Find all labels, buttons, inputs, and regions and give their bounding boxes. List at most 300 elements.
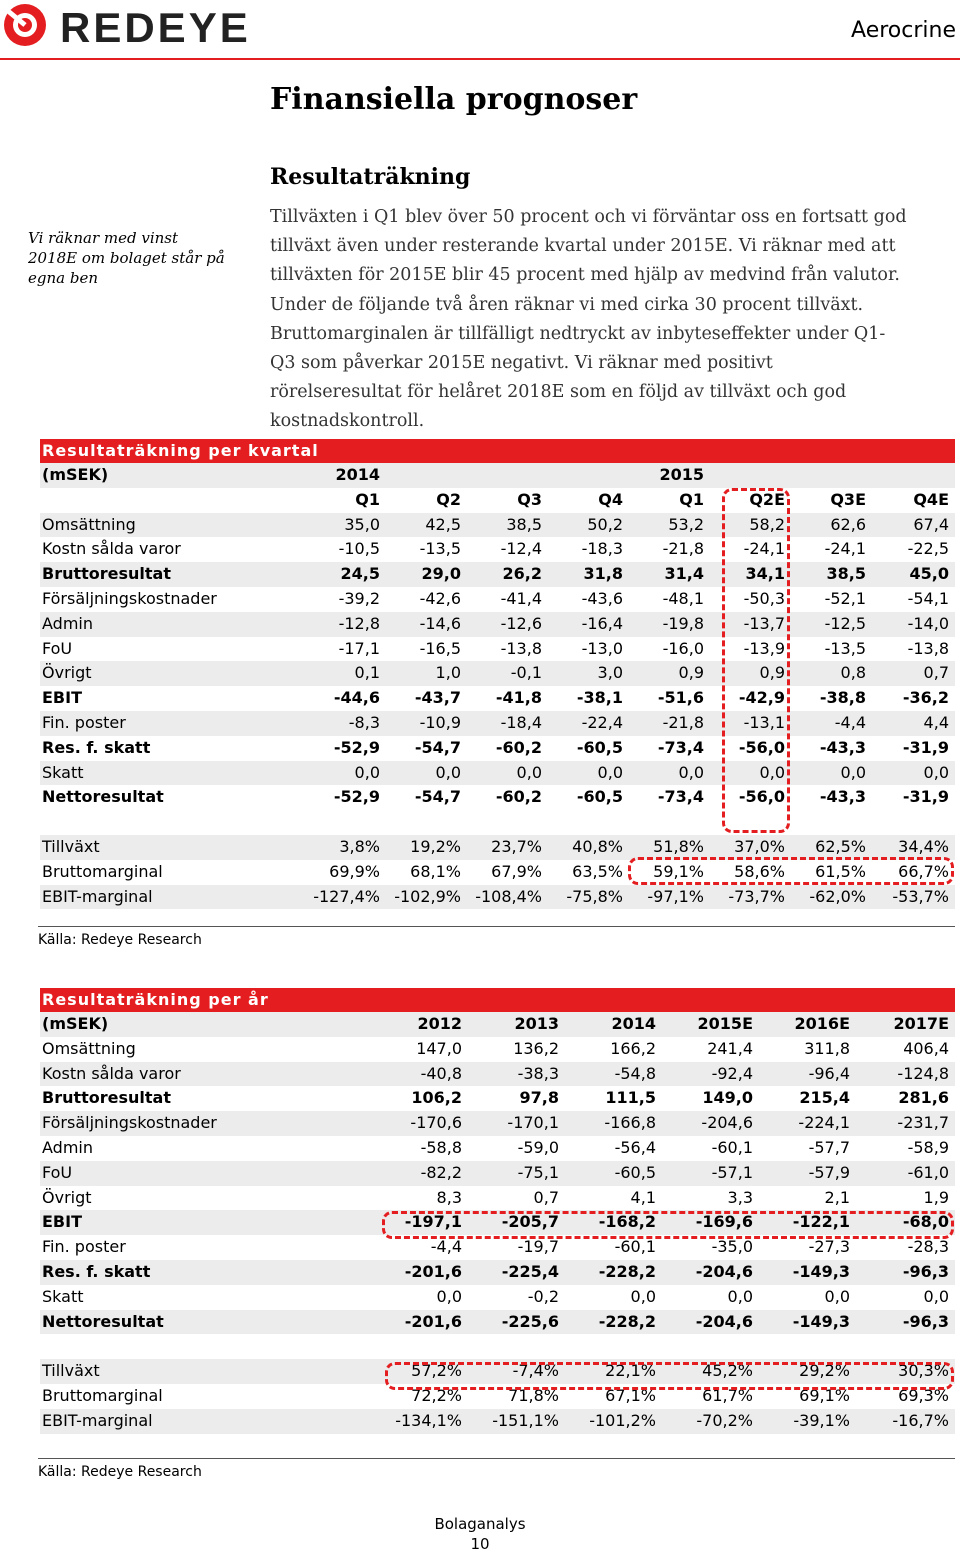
cell: 57,2% <box>411 1361 462 1381</box>
column-header: 2012 <box>417 1014 462 1033</box>
cell: -43,6 <box>581 588 623 608</box>
cell: -16,5 <box>419 638 461 658</box>
row-label: Nettoresultat <box>42 787 164 807</box>
cell: 0,0 <box>727 1286 753 1306</box>
cell: -12,4 <box>500 539 542 559</box>
cell: -170,1 <box>507 1113 559 1133</box>
cell: 30,3% <box>898 1361 949 1381</box>
cell: -17,1 <box>338 638 380 658</box>
cell: 38,5 <box>506 514 542 534</box>
cell: -57,1 <box>711 1162 753 1182</box>
cell: 35,0 <box>344 514 380 534</box>
cell: -224,1 <box>798 1113 850 1133</box>
cell: 0,9 <box>678 663 704 683</box>
cell: -75,1 <box>517 1162 559 1182</box>
quarterly-header-row <box>40 488 955 513</box>
cell: -60,2 <box>495 787 542 807</box>
cell: 19,2% <box>410 836 461 856</box>
row-label: Övrigt <box>42 1187 92 1207</box>
cell: -225,6 <box>501 1311 559 1331</box>
row-label: Omsättning <box>42 514 136 534</box>
cell: 241,4 <box>707 1038 753 1058</box>
intro-paragraph: Tillväxten i Q1 blev över 50 procent och vi förväntar oss en fortsatt god tillväxt även under resterande kvartal under 2015E. Vi räknar med att tillväxten för 2015E blir 45 procent med hjälp av medvind från valutor. Under de följande två åren räknar vi med cirka 30 procent tillväxt. Bruttomarginalen är tillfälligt nedtryckt av inbyteseffekter under Q1-Q3 som påverkar 2015E negativt. Vi räknar med positivt rörelseresultat för helåret 2018E som en följd av tillväxt och god kostnadskontroll. <box>270 207 907 432</box>
annual-header-row <box>40 1012 955 1037</box>
column-header: Q4E <box>913 489 949 509</box>
cell: 62,5% <box>815 836 866 856</box>
row-label: Omsättning <box>42 1038 136 1058</box>
highlight-ebit-row <box>382 1211 954 1239</box>
cell: -10,9 <box>419 712 461 732</box>
cell: -41,4 <box>500 588 542 608</box>
cell: 62,6 <box>830 514 866 534</box>
cell: 71,8% <box>508 1385 559 1405</box>
cell: -225,4 <box>501 1261 559 1281</box>
table-row <box>40 587 955 612</box>
cell: 0,0 <box>923 1286 949 1306</box>
cell: -19,7 <box>517 1237 559 1257</box>
cell: 34,4% <box>898 836 949 856</box>
table-row <box>40 612 955 637</box>
row-label: Övrigt <box>42 663 92 683</box>
table-row <box>40 1161 955 1186</box>
cell: -13,5 <box>824 638 866 658</box>
cell: 0,0 <box>354 762 380 782</box>
cell: 2,1 <box>824 1187 850 1207</box>
cell: -16,4 <box>581 613 623 633</box>
cell: -68,0 <box>902 1212 949 1232</box>
cell: -96,3 <box>902 1261 949 1281</box>
cell: 4,4 <box>923 712 949 732</box>
company-name: Aerocrine <box>851 18 956 43</box>
row-label: Skatt <box>42 762 84 782</box>
cell: -13,5 <box>419 539 461 559</box>
cell: -50,3 <box>743 588 785 608</box>
cell: -149,3 <box>792 1311 850 1331</box>
cell: 0,0 <box>597 762 623 782</box>
cell: 34,1 <box>745 564 785 584</box>
cell: -54,7 <box>414 737 461 757</box>
column-header: 2015E <box>697 1014 753 1033</box>
cell: -35,0 <box>711 1237 753 1257</box>
table-row <box>40 562 955 587</box>
cell: 0,0 <box>824 1286 850 1306</box>
cell: 53,2 <box>668 514 704 534</box>
cell: 37,0% <box>734 836 785 856</box>
cell: -12,8 <box>338 613 380 633</box>
cell: -151,1% <box>492 1410 559 1430</box>
row-label: Försäljningskostnader <box>42 1113 217 1133</box>
cell: -124,8 <box>897 1063 949 1083</box>
cell: -204,6 <box>695 1261 753 1281</box>
cell: -228,2 <box>598 1261 656 1281</box>
cell: -52,9 <box>333 737 380 757</box>
cell: -7,4% <box>512 1361 559 1381</box>
cell: 26,2 <box>502 564 542 584</box>
column-header: Q4 <box>598 489 623 509</box>
spacer <box>40 1334 955 1359</box>
page-title: Finansiella prognoser <box>270 82 638 117</box>
cell: -122,1 <box>792 1212 850 1232</box>
cell: 69,3% <box>898 1385 949 1405</box>
cell: -108,4% <box>475 886 542 906</box>
cell: -22,4 <box>581 712 623 732</box>
cell: 72,2% <box>411 1385 462 1405</box>
cell: 166,2 <box>610 1038 656 1058</box>
header-divider <box>0 58 960 60</box>
cell: -41,8 <box>495 688 542 708</box>
cell: 61,5% <box>815 861 866 881</box>
cell: -0,1 <box>510 663 542 683</box>
row-label: Nettoresultat <box>42 1311 164 1331</box>
cell: 66,7% <box>898 861 949 881</box>
cell: 51,8% <box>653 836 704 856</box>
cell: -12,6 <box>500 613 542 633</box>
cell: -61,0 <box>907 1162 949 1182</box>
annual-table-title: Resultaträkning per år <box>40 988 955 1012</box>
cell: -31,9 <box>902 737 949 757</box>
cell: 281,6 <box>898 1088 949 1108</box>
cell: -14,0 <box>907 613 949 633</box>
cell: -92,4 <box>711 1063 753 1083</box>
highlight-bruttomarginal-row <box>628 857 954 885</box>
table-row <box>40 785 955 810</box>
row-label: Kostn sålda varor <box>42 539 181 559</box>
cell: -22,5 <box>907 539 949 559</box>
cell: -19,8 <box>662 613 704 633</box>
cell: 136,2 <box>513 1038 559 1058</box>
cell: 31,4 <box>664 564 704 584</box>
cell: -52,9 <box>333 787 380 807</box>
cell: 0,7 <box>923 663 949 683</box>
section-title: Resultaträkning <box>270 164 471 190</box>
table-row <box>40 1186 955 1211</box>
cell: 0,0 <box>435 762 461 782</box>
cell: -48,1 <box>662 588 704 608</box>
cell: 0,0 <box>678 762 704 782</box>
cell: -21,8 <box>662 712 704 732</box>
cell: 97,8 <box>519 1088 559 1108</box>
sidenote: Vi räknar med vinst 2018E om bolaget står på egna ben <box>28 229 225 287</box>
cell: -36,2 <box>902 688 949 708</box>
cell: -60,5 <box>614 1162 656 1182</box>
cell: 24,5 <box>340 564 380 584</box>
quarterly-table <box>40 439 955 909</box>
cell: 0,0 <box>630 1286 656 1306</box>
cell: -18,3 <box>581 539 623 559</box>
column-header: Q1 <box>679 489 704 509</box>
row-label: Res. f. skatt <box>42 1261 151 1281</box>
table-row <box>40 1086 955 1111</box>
cell: 50,2 <box>587 514 623 534</box>
cell: -204,6 <box>695 1311 753 1331</box>
cell: -60,1 <box>614 1237 656 1257</box>
cell: 45,2% <box>702 1361 753 1381</box>
cell: -169,6 <box>695 1212 753 1232</box>
cell: 38,5 <box>826 564 866 584</box>
cell: -43,3 <box>819 787 866 807</box>
cell: -168,2 <box>598 1212 656 1232</box>
cell: -101,2% <box>589 1410 656 1430</box>
table-row <box>40 1285 955 1310</box>
cell: -70,2% <box>696 1410 753 1430</box>
cell: 149,0 <box>702 1088 753 1108</box>
cell: 406,4 <box>903 1038 949 1058</box>
cell: -75,8% <box>566 886 623 906</box>
cell: -56,0 <box>738 787 785 807</box>
cell: 58,6% <box>734 861 785 881</box>
year-2015-label: 2015 <box>659 465 704 484</box>
cell: 0,0 <box>516 762 542 782</box>
cell: -57,7 <box>808 1137 850 1157</box>
cell: 40,8% <box>572 836 623 856</box>
column-header: 2016E <box>794 1014 850 1033</box>
cell: -59,0 <box>517 1137 559 1157</box>
year-2014-label: 2014 <box>335 465 380 484</box>
row-label: Res. f. skatt <box>42 737 151 757</box>
row-label: EBIT-marginal <box>42 1410 153 1430</box>
cell: -43,3 <box>819 737 866 757</box>
cell: 63,5% <box>572 861 623 881</box>
cell: 0,0 <box>436 1286 462 1306</box>
cell: -166,8 <box>604 1113 656 1133</box>
cell: 8,3 <box>436 1187 462 1207</box>
cell: -73,4 <box>657 737 704 757</box>
table-row <box>40 661 955 686</box>
cell: -96,3 <box>902 1311 949 1331</box>
quarterly-source: Källa: Redeye Research <box>38 932 202 948</box>
highlight-q2e-column <box>722 488 790 833</box>
cell: 215,4 <box>799 1088 850 1108</box>
row-label: Bruttoresultat <box>42 1088 171 1108</box>
table-row <box>40 736 955 761</box>
column-header: 2014 <box>611 1014 656 1033</box>
cell: -60,2 <box>495 737 542 757</box>
cell: 29,0 <box>421 564 461 584</box>
cell: -53,7% <box>892 886 949 906</box>
cell: -13,9 <box>743 638 785 658</box>
cell: 0,1 <box>354 663 380 683</box>
table-row <box>40 1037 955 1062</box>
cell: -16,7% <box>892 1410 949 1430</box>
cell: -12,5 <box>824 613 866 633</box>
row-label: Bruttomarginal <box>42 861 163 881</box>
cell: -73,4 <box>657 787 704 807</box>
cell: -10,5 <box>338 539 380 559</box>
cell: -58,8 <box>420 1137 462 1157</box>
cell: 0,0 <box>923 762 949 782</box>
table-row <box>40 513 955 538</box>
row-label: FoU <box>42 1162 73 1182</box>
row-label: EBIT <box>42 1212 82 1232</box>
cell: -57,9 <box>808 1162 850 1182</box>
cell: -31,9 <box>902 787 949 807</box>
spacer <box>40 810 955 835</box>
cell: 106,2 <box>411 1088 462 1108</box>
cell: -38,1 <box>576 688 623 708</box>
cell: -149,3 <box>792 1261 850 1281</box>
table-row <box>40 1062 955 1087</box>
footer-label: Bolaganalys <box>434 1515 526 1533</box>
cell: -96,4 <box>808 1063 850 1083</box>
column-header: Q3E <box>830 489 866 509</box>
ratio-row <box>40 885 955 910</box>
cell: -201,6 <box>404 1311 462 1331</box>
cell: -201,6 <box>404 1261 462 1281</box>
cell: 0,7 <box>533 1187 559 1207</box>
cell: 29,2% <box>799 1361 850 1381</box>
cell: -127,4% <box>313 886 380 906</box>
annual-source-rule <box>38 1458 955 1459</box>
unit-label: (mSEK) <box>42 1014 109 1033</box>
cell: -54,1 <box>907 588 949 608</box>
row-label: Fin. poster <box>42 1237 126 1257</box>
cell: 0,9 <box>759 663 785 683</box>
cell: -14,6 <box>419 613 461 633</box>
cell: -16,0 <box>662 638 704 658</box>
row-label: EBIT <box>42 688 82 708</box>
cell: -44,6 <box>333 688 380 708</box>
table-row <box>40 1310 955 1335</box>
redeye-logo <box>2 2 272 48</box>
row-label: Fin. poster <box>42 712 126 732</box>
cell: -43,7 <box>414 688 461 708</box>
cell: -102,9% <box>394 886 461 906</box>
page-number: 10 <box>470 1535 490 1553</box>
ratio-row <box>40 1409 955 1434</box>
cell: 0,0 <box>840 762 866 782</box>
table-row <box>40 637 955 662</box>
cell: -58,9 <box>907 1137 949 1157</box>
cell: -82,2 <box>420 1162 462 1182</box>
cell: 23,7% <box>491 836 542 856</box>
cell: -0,2 <box>527 1286 559 1306</box>
row-label: Försäljningskostnader <box>42 588 217 608</box>
column-header: Q1 <box>355 489 380 509</box>
cell: -56,0 <box>738 737 785 757</box>
table-row <box>40 537 955 562</box>
cell: -21,8 <box>662 539 704 559</box>
cell: -54,8 <box>614 1063 656 1083</box>
cell: -73,7% <box>728 886 785 906</box>
cell: 31,8 <box>583 564 623 584</box>
cell: -13,1 <box>743 712 785 732</box>
table-row <box>40 761 955 786</box>
table-row <box>40 1136 955 1161</box>
cell: -228,2 <box>598 1311 656 1331</box>
table-row <box>40 1111 955 1136</box>
cell: -27,3 <box>808 1237 850 1257</box>
cell: -13,7 <box>743 613 785 633</box>
cell: -204,6 <box>701 1113 753 1133</box>
row-label: FoU <box>42 638 73 658</box>
cell: -13,8 <box>500 638 542 658</box>
cell: -60,5 <box>576 737 623 757</box>
cell: -4,4 <box>834 712 866 732</box>
cell: 3,0 <box>597 663 623 683</box>
unit-label: (mSEK) <box>42 465 109 484</box>
cell: -24,1 <box>824 539 866 559</box>
cell: -24,1 <box>743 539 785 559</box>
table-row <box>40 686 955 711</box>
footer <box>0 1514 960 1553</box>
annual-source: Källa: Redeye Research <box>38 1464 202 1480</box>
cell: 3,8% <box>339 836 380 856</box>
cell: 42,5 <box>425 514 461 534</box>
cell: 67,9% <box>491 861 542 881</box>
cell: 1,0 <box>435 663 461 683</box>
cell: -38,8 <box>819 688 866 708</box>
row-label: EBIT-marginal <box>42 886 153 906</box>
cell: -205,7 <box>501 1212 559 1232</box>
table-row <box>40 1260 955 1285</box>
cell: -51,6 <box>657 688 704 708</box>
row-label: Bruttomarginal <box>42 1385 163 1405</box>
cell: 111,5 <box>605 1088 656 1108</box>
cell: -54,7 <box>414 787 461 807</box>
cell: 69,1% <box>799 1385 850 1405</box>
cell: 61,7% <box>702 1385 753 1405</box>
cell: -197,1 <box>404 1212 462 1232</box>
cell: 22,1% <box>605 1361 656 1381</box>
cell: 147,0 <box>416 1038 462 1058</box>
cell: -134,1% <box>395 1410 462 1430</box>
cell: -97,1% <box>647 886 704 906</box>
cell: -60,5 <box>576 787 623 807</box>
cell: -4,4 <box>430 1237 462 1257</box>
cell: 68,1% <box>410 861 461 881</box>
cell: -62,0% <box>809 886 866 906</box>
cell: 67,1% <box>605 1385 656 1405</box>
cell: -56,4 <box>614 1137 656 1157</box>
cell: 0,8 <box>840 663 866 683</box>
cell: -42,6 <box>419 588 461 608</box>
row-label: Admin <box>42 1137 93 1157</box>
cell: 58,2 <box>749 514 785 534</box>
column-header: Q2E <box>749 489 785 509</box>
column-header: Q2 <box>436 489 461 509</box>
cell: -28,3 <box>907 1237 949 1257</box>
highlight-tillvaxt-row <box>385 1362 954 1390</box>
column-header: Q3 <box>517 489 542 509</box>
quarterly-year-row <box>40 463 955 488</box>
row-label: Tillväxt <box>42 1361 100 1381</box>
cell: -13,8 <box>907 638 949 658</box>
column-header: 2017E <box>893 1014 949 1033</box>
cell: -18,4 <box>500 712 542 732</box>
cell: 69,9% <box>329 861 380 881</box>
cell: -52,1 <box>824 588 866 608</box>
table-row <box>40 711 955 736</box>
cell: -8,3 <box>348 712 380 732</box>
cell: -170,6 <box>410 1113 462 1133</box>
cell: 311,8 <box>804 1038 850 1058</box>
cell: 1,9 <box>923 1187 949 1207</box>
row-label: Tillväxt <box>42 836 100 856</box>
cell: 45,0 <box>909 564 949 584</box>
cell: -40,8 <box>420 1063 462 1083</box>
cell: -39,2 <box>338 588 380 608</box>
quarterly-source-rule <box>38 926 955 927</box>
column-header: 2013 <box>514 1014 559 1033</box>
row-label: Bruttoresultat <box>42 564 171 584</box>
row-label: Skatt <box>42 1286 84 1306</box>
cell: -42,9 <box>738 688 785 708</box>
cell: 59,1% <box>653 861 704 881</box>
cell: 0,0 <box>759 762 785 782</box>
row-label: Admin <box>42 613 93 633</box>
row-label: Kostn sålda varor <box>42 1063 181 1083</box>
cell: -39,1% <box>793 1410 850 1430</box>
